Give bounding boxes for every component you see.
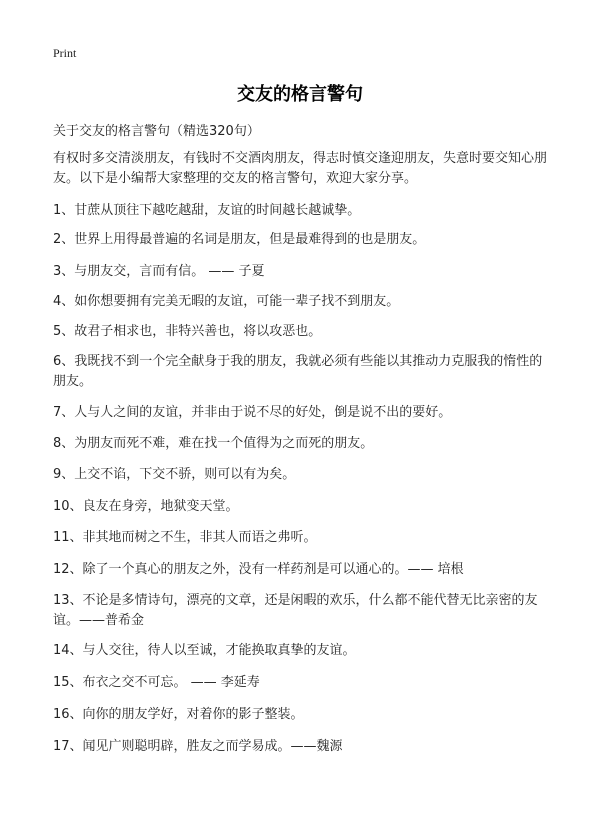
- quote-item-12: 12、除了一个真心的朋友之外，没有一样药剂是可以通心的。—— 培根: [53, 562, 464, 577]
- quote-item-8: 8、为朋友而死不难，难在找一个值得为之而死的朋友。: [53, 436, 374, 451]
- quote-item-9: 9、上交不谄，下交不骄，则可以有为矣。: [53, 467, 296, 482]
- quote-item-3: 3、与朋友交，言而有信。 —— 子夏: [53, 264, 265, 279]
- quote-item-11: 11、非其地而树之不生，非其人而语之弗听。: [53, 530, 317, 545]
- print-label: Print: [53, 46, 77, 60]
- quote-item-7: 7、人与人之间的友谊，并非由于说不尽的好处，倒是说不出的要好。: [53, 405, 452, 420]
- intro-paragraph: 有权时多交清淡朋友，有钱时不交酒肉朋友，得志时慎交逢迎朋友，失意时要交知心朋友。以下是小编帮大家整理的交友的格言警句，欢迎大家分享。: [53, 151, 548, 186]
- page-title: 交友的格言警句: [237, 84, 363, 105]
- quote-item-1: 1、甘蔗从顶往下越吃越甜，友谊的时间越长越诚挚。: [53, 203, 361, 218]
- quote-item-16: 16、向你的朋友学好，对着你的影子整装。: [53, 707, 304, 722]
- quote-item-4: 4、如你想要拥有完美无暇的友谊，可能一辈子找不到朋友。: [53, 294, 400, 309]
- quote-item-13: 13、不论是多情诗句，漂亮的文章，还是闲暇的欢乐，什么都不能代替无比亲密的友谊。——普希金: [53, 593, 538, 628]
- quote-item-5: 5、故君子相求也，非特兴善也，将以攻恶也。: [53, 324, 322, 339]
- quote-item-2: 2、世界上用得最普遍的名词是朋友，但是最难得到的也是朋友。: [53, 232, 426, 247]
- page-subtitle: 关于交友的格言警句（精选320句）: [53, 124, 260, 139]
- quote-item-17: 17、闻见广则聪明辟，胜友之而学易成。——魏源: [53, 739, 343, 754]
- quote-item-6: 6、我既找不到一个完全献身于我的朋友，我就必须有些能以其推动力克服我的惰性的朋友。: [53, 354, 543, 389]
- quote-item-15: 15、布衣之交不可忘。 —— 李延寿: [53, 675, 260, 690]
- quote-item-10: 10、良友在身旁，地狱变天堂。: [53, 499, 239, 514]
- quote-item-14: 14、与人交往，待人以至诚，才能换取真挚的友谊。: [53, 643, 356, 658]
